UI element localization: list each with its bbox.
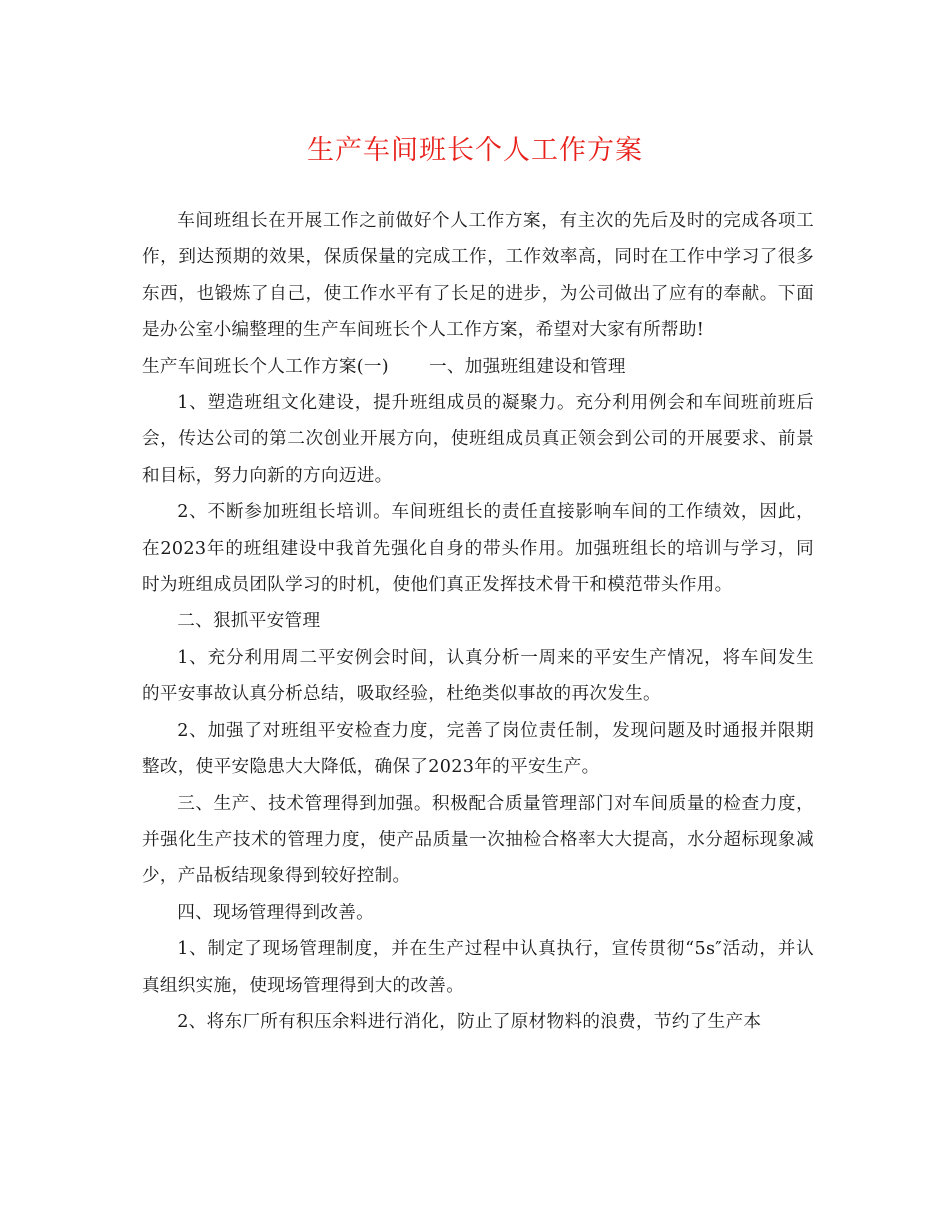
paragraph: 1、塑造班组文化建设，提升班组成员的凝聚力。充分利用例会和车间班前班后会，传达公司的第二次创业开展方向，使班组成员真正领会到公司的开展要求、前景和目标，努力向新的方向迈进。	[142, 393, 814, 486]
subtitle-line	[142, 349, 814, 385]
paragraph: 1、制定了现场管理制度，并在生产过程中认真执行，宣传贯彻“5s″活动，并认真组织实施，使现场管理得到大的改善。	[142, 939, 814, 996]
document-title: 生产车间班长个人工作方案	[307, 135, 643, 166]
paragraph: 三、生产、技术管理得到加强。积极配合质量管理部门对车间质量的检查力度，并强化生产技术的管理力度，使产品质量一次抽检合格率大大提高，水分超标现象减少，产品板结现象得到较好控制。	[142, 793, 814, 887]
paragraph: 2、将东厂所有积压余料进行消化，防止了原材物料的浪费，节约了生产本	[177, 1011, 762, 1032]
intro-paragraph: 车间班组长在开展工作之前做好个人工作方案，有主次的先后及时的完成各项工作，到达预期的效果，保质保量的完成工作，工作效率高，同时在工作中学习了很多东西，也锻炼了自己，使工作水平有了长足的进步，为公司做出了应有的奉献。下面是办公室小编整理的生产车间班长个人工作方案，希望对大家有所帮助!	[142, 211, 814, 341]
subtitle: 生产车间班长个人工作方案(一)	[142, 356, 389, 377]
paragraph: 2、加强了对班组平安检查力度，完善了岗位责任制，发现问题及时通报并限期整改，使平安隐患大大降低，确保了2023年的平安生产。	[142, 720, 814, 778]
document-body	[142, 203, 814, 1040]
paragraph: 1、充分利用周二平安例会时间，认真分析一周来的平安生产情况，将车间发生的平安事故认真分析总结，吸取经验，杜绝类似事故的再次发生。	[142, 647, 814, 705]
section-heading: 二、狠抓平安管理	[177, 611, 321, 632]
section-heading: 一、加强班组建设和管理	[428, 356, 626, 377]
section-heading: 四、现场管理得到改善。	[177, 902, 375, 923]
paragraph: 2、不断参加班组长培训。车间班组长的责任直接影响车间的工作绩效，因此，在2023年的班组建设中我首先强化自身的带头作用。加强班组长的培训与学习，同时为班组成员团队学习的时机，使他们真正发挥技术骨干和模范带头作用。	[142, 502, 814, 596]
